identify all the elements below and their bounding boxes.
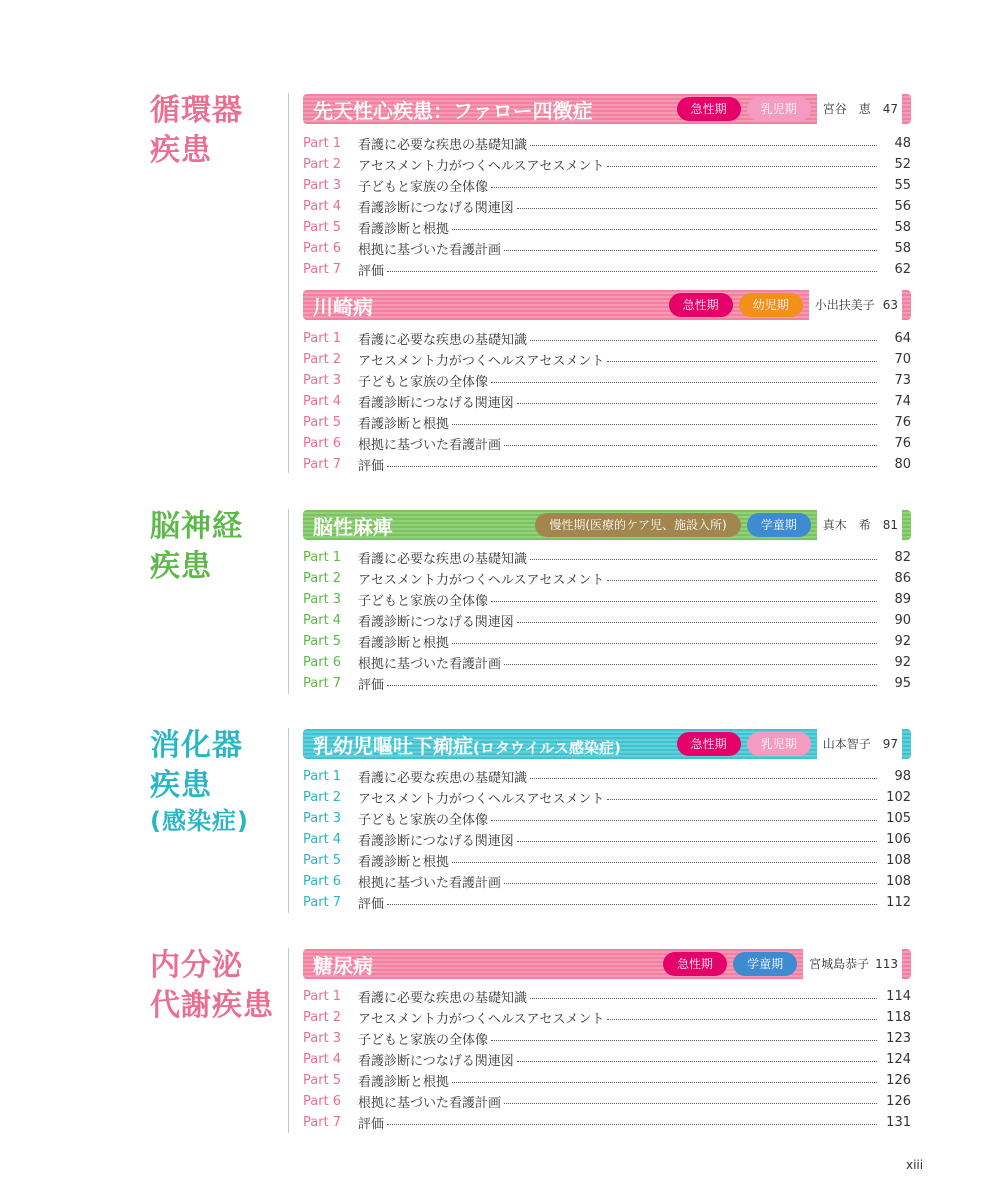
toc-row[interactable] <box>303 238 911 259</box>
disease-page: 47 <box>882 102 898 116</box>
part-page: 108 <box>886 853 911 868</box>
toc-row[interactable] <box>303 259 911 280</box>
part-page: 56 <box>894 199 911 214</box>
author-name <box>803 949 902 979</box>
part-page: 58 <box>894 220 911 235</box>
dot-leader <box>491 820 877 821</box>
section-divider-line <box>288 728 289 913</box>
part-title: 根拠に基づいた看護計画 <box>358 876 502 891</box>
part-title: アセスメント力がつくヘルスアセスメント <box>358 573 605 588</box>
phase-badge: 急性期 <box>677 97 741 121</box>
disease-title: 糖尿病 <box>313 953 373 978</box>
toc-row[interactable] <box>303 986 911 1007</box>
parts-list <box>303 328 911 475</box>
dot-leader <box>452 862 877 863</box>
category-line: 疾患 <box>150 768 212 803</box>
part-title: 子どもと家族の全体像 <box>358 813 489 828</box>
dot-leader <box>504 883 877 884</box>
page-number: xiii <box>906 1158 924 1172</box>
category-line: 疾患 <box>150 133 212 168</box>
author-text: 山本智子 <box>822 737 871 751</box>
part-page: 55 <box>894 178 911 193</box>
part-number: Part 1 <box>303 989 342 1004</box>
toc-row[interactable] <box>303 1049 911 1070</box>
part-page: 105 <box>886 811 911 826</box>
author-name <box>817 94 902 124</box>
toc-row[interactable] <box>303 175 911 196</box>
part-page: 118 <box>886 1010 911 1025</box>
part-number: Part 1 <box>303 136 342 151</box>
part-page: 124 <box>886 1052 911 1067</box>
disease-title-main: 乳幼児嘔吐下痢症 <box>313 733 473 758</box>
part-page: 126 <box>886 1094 911 1109</box>
section-divider-line <box>288 948 289 1133</box>
toc-row[interactable] <box>303 328 911 349</box>
author-name <box>817 510 902 540</box>
part-title: 看護に必要な疾患の基礎知識 <box>358 333 528 348</box>
part-number: Part 2 <box>303 571 342 586</box>
toc-row[interactable] <box>303 196 911 217</box>
part-title: 根拠に基づいた看護計画 <box>358 1096 502 1111</box>
part-page: 90 <box>894 613 911 628</box>
dot-leader <box>607 166 877 167</box>
part-number: Part 4 <box>303 394 342 409</box>
part-number: Part 1 <box>303 550 342 565</box>
part-number: Part 5 <box>303 1073 342 1088</box>
part-page: 73 <box>894 373 911 388</box>
part-page: 89 <box>894 592 911 607</box>
part-title: 看護診断と根拠 <box>358 855 450 870</box>
dot-leader <box>607 580 877 581</box>
toc-row[interactable] <box>303 133 911 154</box>
parts-list <box>303 547 911 694</box>
disease-title: 先天性心疾患：ファロー四徴症 <box>313 98 593 123</box>
disease-title: 脳性麻痺 <box>313 514 393 539</box>
part-number: Part 3 <box>303 592 342 607</box>
part-number: Part 3 <box>303 178 342 193</box>
toc-row[interactable] <box>303 217 911 238</box>
part-number: Part 6 <box>303 655 342 670</box>
dot-leader <box>530 998 877 999</box>
part-title: アセスメント力がつくヘルスアセスメント <box>358 159 605 174</box>
toc-row[interactable] <box>303 547 911 568</box>
author-text: 小出扶美子 <box>814 298 875 312</box>
part-page: 58 <box>894 241 911 256</box>
part-title: 看護診断につなげる関連図 <box>358 834 514 849</box>
age-badge: 学童期 <box>733 952 797 976</box>
part-page: 106 <box>886 832 911 847</box>
part-title: 看護診断につなげる関連図 <box>358 1054 514 1069</box>
part-page: 108 <box>886 874 911 889</box>
part-title: 評価 <box>358 678 385 693</box>
disease-header[interactable] <box>303 510 911 540</box>
disease-title: 川崎病 <box>313 294 373 319</box>
dot-leader <box>387 271 877 272</box>
parts-list <box>303 986 911 1133</box>
part-title: 看護診断につなげる関連図 <box>358 396 514 411</box>
dot-leader <box>517 1061 877 1062</box>
dot-leader <box>491 187 877 188</box>
part-number: Part 1 <box>303 331 342 346</box>
toc-row[interactable] <box>303 391 911 412</box>
part-title: 根拠に基づいた看護計画 <box>358 657 502 672</box>
dot-leader <box>517 403 877 404</box>
category-title <box>150 507 280 587</box>
toc-row[interactable] <box>303 1028 911 1049</box>
disease-header[interactable] <box>303 94 911 124</box>
author-text: 宮城島恭子 <box>809 957 870 971</box>
parts-list <box>303 133 911 280</box>
part-title: 評価 <box>358 459 385 474</box>
phase-badge: 急性期 <box>677 732 741 756</box>
category-line: (感染症) <box>150 807 249 835</box>
part-title: 評価 <box>358 897 385 912</box>
part-page: 131 <box>886 1115 911 1130</box>
toc-row[interactable] <box>303 673 911 694</box>
disease-page: 63 <box>882 298 898 312</box>
part-title: 子どもと家族の全体像 <box>358 180 489 195</box>
part-title: 看護診断につなげる関連図 <box>358 615 514 630</box>
dot-leader <box>607 799 877 800</box>
part-title: 看護診断につなげる関連図 <box>358 201 514 216</box>
part-number: Part 2 <box>303 157 342 172</box>
dot-leader <box>491 382 877 383</box>
dot-leader <box>530 145 877 146</box>
part-title: アセスメント力がつくヘルスアセスメント <box>358 792 605 807</box>
toc-row[interactable] <box>303 1091 911 1112</box>
part-number: Part 4 <box>303 199 342 214</box>
category-line: 内分泌 <box>150 948 243 983</box>
part-title: アセスメント力がつくヘルスアセスメント <box>358 1012 605 1027</box>
section-divider-line <box>288 509 289 694</box>
toc-row[interactable] <box>303 610 911 631</box>
dot-leader <box>530 340 877 341</box>
part-number: Part 7 <box>303 262 342 277</box>
dot-leader <box>491 1040 877 1041</box>
part-page: 76 <box>894 415 911 430</box>
dot-leader <box>504 664 877 665</box>
category-line: 循環器 <box>150 93 243 128</box>
part-title: 子どもと家族の全体像 <box>358 594 489 609</box>
part-title: 看護に必要な疾患の基礎知識 <box>358 771 528 786</box>
part-page: 70 <box>894 352 911 367</box>
toc-row[interactable] <box>303 1112 911 1133</box>
part-title: 看護に必要な疾患の基礎知識 <box>358 552 528 567</box>
part-page: 82 <box>894 550 911 565</box>
part-title: 根拠に基づいた看護計画 <box>358 243 502 258</box>
part-title: 子どもと家族の全体像 <box>358 375 489 390</box>
part-number: Part 6 <box>303 241 342 256</box>
disease-title <box>313 730 671 759</box>
dot-leader <box>504 250 877 251</box>
toc-row[interactable] <box>303 589 911 610</box>
disease-page: 81 <box>882 518 898 532</box>
author-text: 真木 希 <box>822 518 871 532</box>
part-number: Part 4 <box>303 1052 342 1067</box>
toc-row[interactable] <box>303 412 911 433</box>
toc-row[interactable] <box>303 1007 911 1028</box>
part-title: 看護に必要な疾患の基礎知識 <box>358 991 528 1006</box>
category-line: 消化器 <box>150 728 243 763</box>
author-name <box>809 290 902 320</box>
disease-title-suffix: (ロタウイルス感染症) <box>473 738 621 757</box>
age-badge: 学童期 <box>747 513 811 537</box>
part-title: 看護診断と根拠 <box>358 417 450 432</box>
part-page: 92 <box>894 634 911 649</box>
dot-leader <box>504 445 877 446</box>
part-number: Part 2 <box>303 352 342 367</box>
part-page: 76 <box>894 436 911 451</box>
dot-leader <box>452 229 877 230</box>
part-title: 看護に必要な疾患の基礎知識 <box>358 138 528 153</box>
toc-row[interactable] <box>303 631 911 652</box>
part-page: 64 <box>894 331 911 346</box>
toc-row[interactable] <box>303 568 911 589</box>
dot-leader <box>387 904 877 905</box>
disease-header[interactable] <box>303 729 911 759</box>
author-name <box>817 729 902 759</box>
toc-row[interactable] <box>303 652 911 673</box>
part-number: Part 6 <box>303 1094 342 1109</box>
phase-badge: 慢性期(医療的ケア児、施設入所) <box>535 513 740 537</box>
part-number: Part 5 <box>303 415 342 430</box>
toc-row[interactable] <box>303 1070 911 1091</box>
part-number: Part 7 <box>303 676 342 691</box>
part-page: 86 <box>894 571 911 586</box>
part-number: Part 7 <box>303 1115 342 1130</box>
part-title: アセスメント力がつくヘルスアセスメント <box>358 354 605 369</box>
dot-leader <box>452 1082 877 1083</box>
dot-leader <box>517 841 877 842</box>
part-title: 評価 <box>358 264 385 279</box>
category-title <box>150 726 280 836</box>
toc-row[interactable] <box>303 787 911 808</box>
part-title: 看護診断と根拠 <box>358 1075 450 1090</box>
toc-row[interactable] <box>303 829 911 850</box>
age-badge: 乳児期 <box>747 97 811 121</box>
phase-badge: 急性期 <box>663 952 727 976</box>
parts-list <box>303 766 911 913</box>
part-number: Part 1 <box>303 769 342 784</box>
part-number: Part 5 <box>303 853 342 868</box>
part-number: Part 3 <box>303 811 342 826</box>
toc-row[interactable] <box>303 850 911 871</box>
part-number: Part 7 <box>303 457 342 472</box>
part-title: 根拠に基づいた看護計画 <box>358 438 502 453</box>
part-number: Part 2 <box>303 790 342 805</box>
disease-header[interactable] <box>303 949 911 979</box>
part-page: 80 <box>894 457 911 472</box>
category-line: 脳神経 <box>150 509 243 544</box>
dot-leader <box>504 1103 877 1104</box>
part-number: Part 4 <box>303 832 342 847</box>
toc-row[interactable] <box>303 154 911 175</box>
part-page: 114 <box>886 989 911 1004</box>
disease-header[interactable] <box>303 290 911 320</box>
part-page: 62 <box>894 262 911 277</box>
toc-row[interactable] <box>303 454 911 475</box>
dot-leader <box>387 685 877 686</box>
age-badge: 幼児期 <box>739 293 803 317</box>
category-line: 代謝疾患 <box>150 988 274 1023</box>
dot-leader <box>517 622 877 623</box>
part-page: 48 <box>894 136 911 151</box>
part-page: 112 <box>886 895 911 910</box>
part-number: Part 5 <box>303 634 342 649</box>
dot-leader <box>387 1124 877 1125</box>
category-title <box>150 91 280 171</box>
part-page: 102 <box>886 790 911 805</box>
age-badge: 乳児期 <box>747 732 811 756</box>
part-number: Part 6 <box>303 436 342 451</box>
part-number: Part 5 <box>303 220 342 235</box>
toc-row[interactable] <box>303 370 911 391</box>
part-number: Part 3 <box>303 1031 342 1046</box>
toc-row[interactable] <box>303 349 911 370</box>
dot-leader <box>517 208 877 209</box>
dot-leader <box>491 601 877 602</box>
part-page: 126 <box>886 1073 911 1088</box>
part-number: Part 7 <box>303 895 342 910</box>
category-line: 疾患 <box>150 549 212 584</box>
section-divider-line <box>288 93 289 473</box>
part-number: Part 3 <box>303 373 342 388</box>
part-page: 123 <box>886 1031 911 1046</box>
toc-row[interactable] <box>303 871 911 892</box>
author-text: 宮谷 恵 <box>822 102 871 116</box>
dot-leader <box>452 643 877 644</box>
dot-leader <box>452 424 877 425</box>
dot-leader <box>607 361 877 362</box>
part-number: Part 6 <box>303 874 342 889</box>
dot-leader <box>607 1019 877 1020</box>
toc-row[interactable] <box>303 808 911 829</box>
part-page: 74 <box>894 394 911 409</box>
part-page: 92 <box>894 655 911 670</box>
part-number: Part 4 <box>303 613 342 628</box>
disease-page: 97 <box>882 737 898 751</box>
part-number: Part 2 <box>303 1010 342 1025</box>
dot-leader <box>387 466 877 467</box>
dot-leader <box>530 778 877 779</box>
part-title: 評価 <box>358 1117 385 1132</box>
part-page: 95 <box>894 676 911 691</box>
part-page: 52 <box>894 157 911 172</box>
phase-badge: 急性期 <box>669 293 733 317</box>
part-title: 看護診断と根拠 <box>358 636 450 651</box>
category-title <box>150 946 280 1026</box>
toc-row[interactable] <box>303 433 911 454</box>
dot-leader <box>530 559 877 560</box>
toc-row[interactable] <box>303 766 911 787</box>
disease-page: 113 <box>875 957 898 971</box>
toc-row[interactable] <box>303 892 911 913</box>
part-page: 98 <box>894 769 911 784</box>
part-title: 看護診断と根拠 <box>358 222 450 237</box>
part-title: 子どもと家族の全体像 <box>358 1033 489 1048</box>
